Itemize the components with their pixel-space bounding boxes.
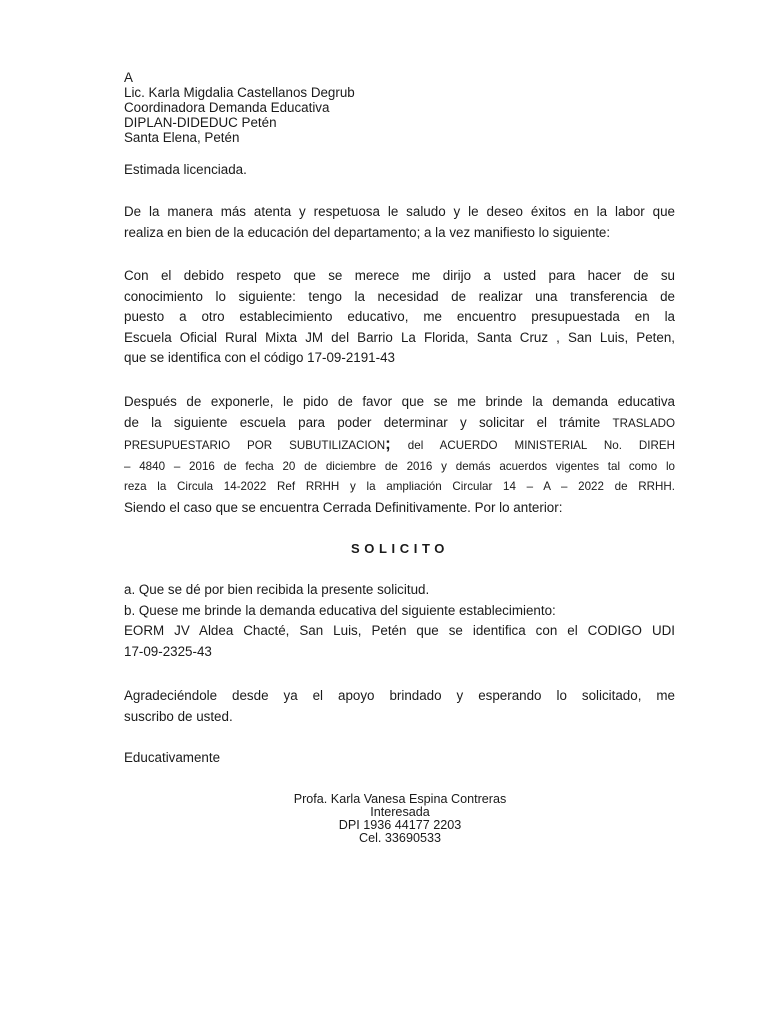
paragraph-line: PRESUPUESTARIO POR SUBUTILIZACION; del ACUERDO MINISTERIAL No. DIREH bbox=[124, 434, 675, 453]
paragraph-line: que se identifica con el código 17-09-2191-43 bbox=[124, 350, 395, 365]
paragraph-line: reza la Circula 14-2022 Ref RRHH y la ampliación Circular 14 – A – 2022 de RRHH. bbox=[124, 480, 675, 493]
signer-title: Interesada bbox=[370, 805, 430, 819]
signature-block bbox=[250, 793, 550, 845]
signer-name: Profa. Karla Vanesa Espina Contreras bbox=[293, 792, 507, 806]
paragraph-line: – 4840 – 2016 de fecha 20 de diciembre de 2016 y demás acuerdos vigentes tal como lo bbox=[124, 459, 675, 473]
closing-paragraph bbox=[124, 686, 675, 727]
paragraph-line: Con el debido respeto que se merece me dirijo a usted para hacer de su bbox=[124, 268, 675, 283]
paragraph-line: Escuela Oficial Rural Mixta JM del Barrio La Florida, Santa Cruz , San Luis, Peten, bbox=[124, 329, 675, 345]
paragraph-line: suscribo de usted. bbox=[124, 708, 233, 724]
farewell: Educativamente bbox=[124, 750, 221, 765]
paragraph-line: puesto a otro establecimiento educativo, me encuentro presupuestada en la bbox=[124, 309, 675, 324]
recipient-block bbox=[124, 70, 355, 145]
school-line: EORM JV Aldea Chacté, San Luis, Petén que se identifica con el CODIGO UDI bbox=[124, 623, 675, 638]
solicito-heading: SOLICITO bbox=[351, 541, 449, 556]
paragraph-line: Agradeciéndole desde ya el apoyo brindado y esperando lo solicitado, me bbox=[124, 688, 675, 703]
paragraph-line: conocimiento lo siguiente: tengo la necesidad de realizar una transferencia de bbox=[124, 288, 675, 304]
school-code: 17-09-2325-43 bbox=[124, 643, 212, 659]
requests-list bbox=[124, 580, 675, 662]
paragraph-line: de la siguiente escuela para poder determinar y solicitar el trámite TRASLADO bbox=[124, 414, 675, 430]
paragraph-line: Después de exponerle, le pido de favor que se me brinde la demanda educativa bbox=[124, 394, 675, 409]
recipient-office: DIPLAN-DIDEDUC Petén bbox=[124, 115, 277, 130]
paragraph-line: Siendo el caso que se encuentra Cerrada Definitivamente. Por lo anterior: bbox=[124, 499, 563, 515]
paragraph-request-context bbox=[124, 266, 675, 369]
paragraph-line: realiza en bien de la educación del departamento; a la vez manifiesto lo siguiente: bbox=[124, 224, 611, 240]
paragraph-intro bbox=[124, 202, 675, 243]
recipient-to: A bbox=[124, 70, 133, 85]
recipient-role: Coordinadora Demanda Educativa bbox=[124, 100, 330, 115]
request-item-b: b. Quese me brinde la demanda educativa del siguiente establecimiento: bbox=[124, 602, 556, 618]
paragraph-explanation bbox=[124, 392, 675, 518]
recipient-name: Lic. Karla Migdalia Castellanos Degrub bbox=[124, 85, 355, 100]
signer-phone: Cel. 33690533 bbox=[359, 831, 441, 845]
recipient-place: Santa Elena, Petén bbox=[124, 130, 240, 145]
greeting: Estimada licenciada. bbox=[124, 162, 247, 177]
request-item-a: a. Que se dé por bien recibida la presente solicitud. bbox=[124, 582, 430, 597]
paragraph-line: De la manera más atenta y respetuosa le saludo y le deseo éxitos en la labor que bbox=[124, 204, 675, 219]
signer-dpi: DPI 1936 44177 2203 bbox=[338, 818, 462, 832]
